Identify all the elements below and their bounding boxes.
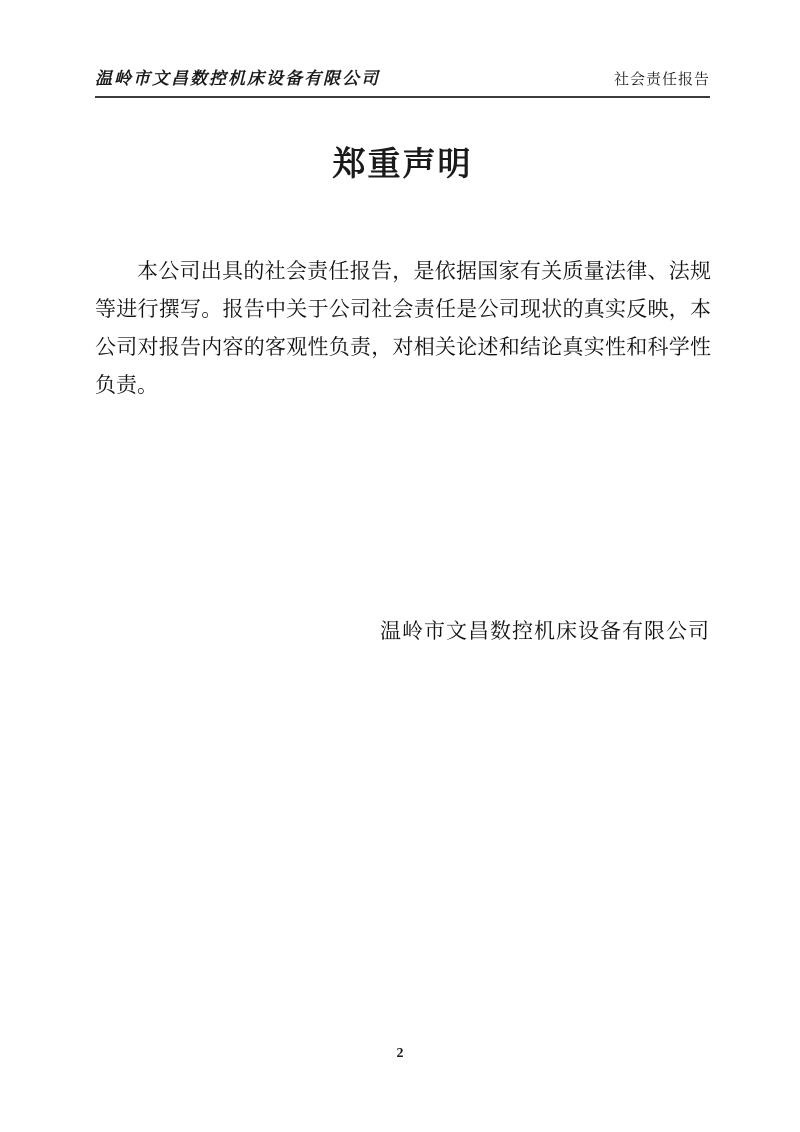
page-title: 郑重声明 [332,147,473,183]
declaration-paragraph: 本公司出具的社会责任报告，是依据国家有关质量法律、法规等进行撰写。报告中关于公司社会责任是公司现状的真实反映，本公司对报告内容的客观性负责，对相关论述和结论真实性和科学性负责。 [95,259,711,397]
header-report-label: 社会责任报告 [613,72,710,88]
signature-company-name: 温岭市文昌数控机床设备有限公司 [380,619,710,643]
header-company-name: 温岭市文昌数控机床设备有限公司 [95,69,380,89]
page-number: 2 [396,1046,404,1061]
page-header [95,64,710,98]
